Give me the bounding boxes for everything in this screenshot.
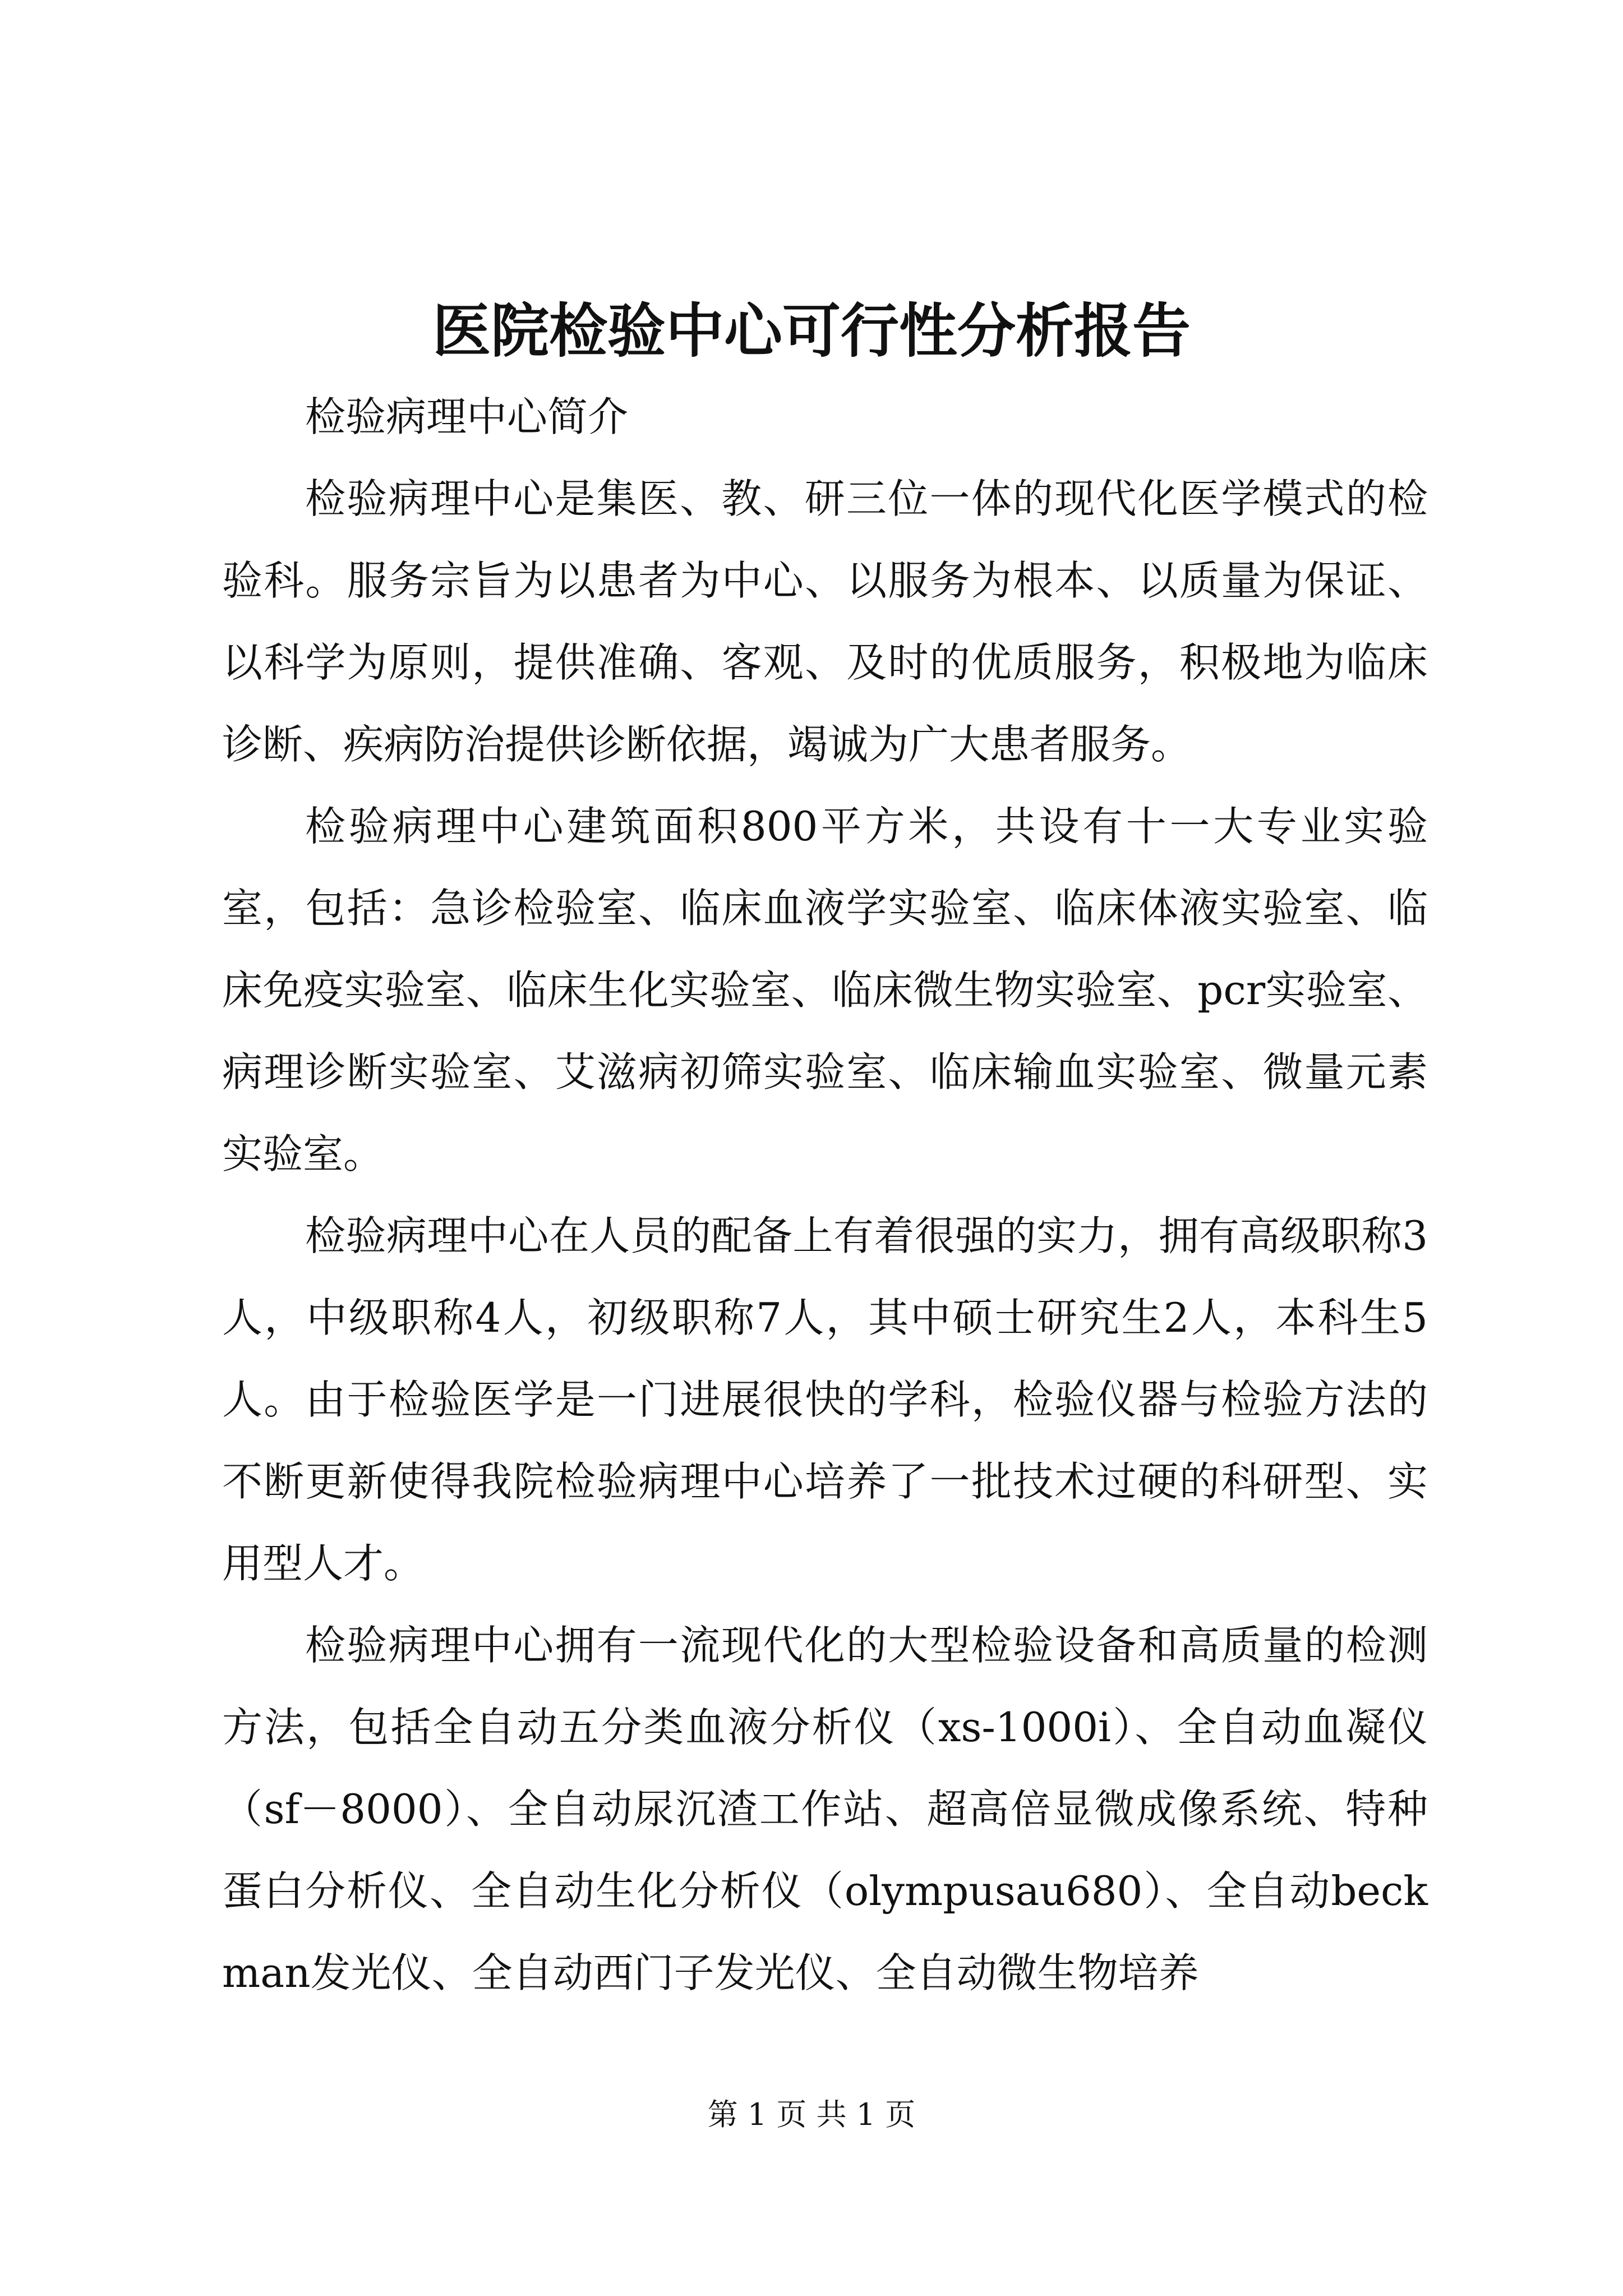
section-heading: 检验病理中心简介 [305,393,629,440]
paragraph-staff: 检验病理中心在人员的配备上有着很强的实力，拥有高级职称3人，中级职称4人，初级职称7人，其中硕士研究生2人，本科生5人。由于检验医学是一门进展很快的学科，检验仪器与检验方法的不断更新使得我院检验病理中心培养了一批技术过硬的科研型、实用型人才。 [222,1212,1428,1587]
paragraph-intro: 检验病理中心是集医、教、研三位一体的现代化医学模式的检验科。服务宗旨为以患者为中心、以服务为根本、以质量为保证、以科学为原则，提供准确、客观、及时的优质服务，积极地为临床诊断、疾病防治提供诊断依据，竭诚为广大患者服务。 [222,475,1428,768]
document-title: 医院检验中心可行性分析报告 [432,296,1191,365]
paragraph-equipment: 检验病理中心拥有一流现代化的大型检验设备和高质量的检测方法，包括全自动五分类血液分析仪（xs-1000i）、全自动血凝仪（sf－8000）、全自动尿沉渣工作站、超高倍显微成像系统、特种蛋白分析仪、全自动生化分析仪（olympusau680）、全自动beckman发光仪、全自动西门子发光仪、全自动微生物培养 [222,1622,1428,1996]
page-number-footer: 第 1 页 共 1 页 [707,2097,916,2132]
document-body [222,376,1428,2014]
paragraph-laboratories: 检验病理中心建筑面积800平方米，共设有十一大专业实验室，包括：急诊检验室、临床血液学实验室、临床体液实验室、临床免疫实验室、临床生化实验室、临床微生物实验室、pcr实验室、病理诊断实验室、艾滋病初筛实验室、临床输血实验室、微量元素实验室。 [222,803,1428,1177]
